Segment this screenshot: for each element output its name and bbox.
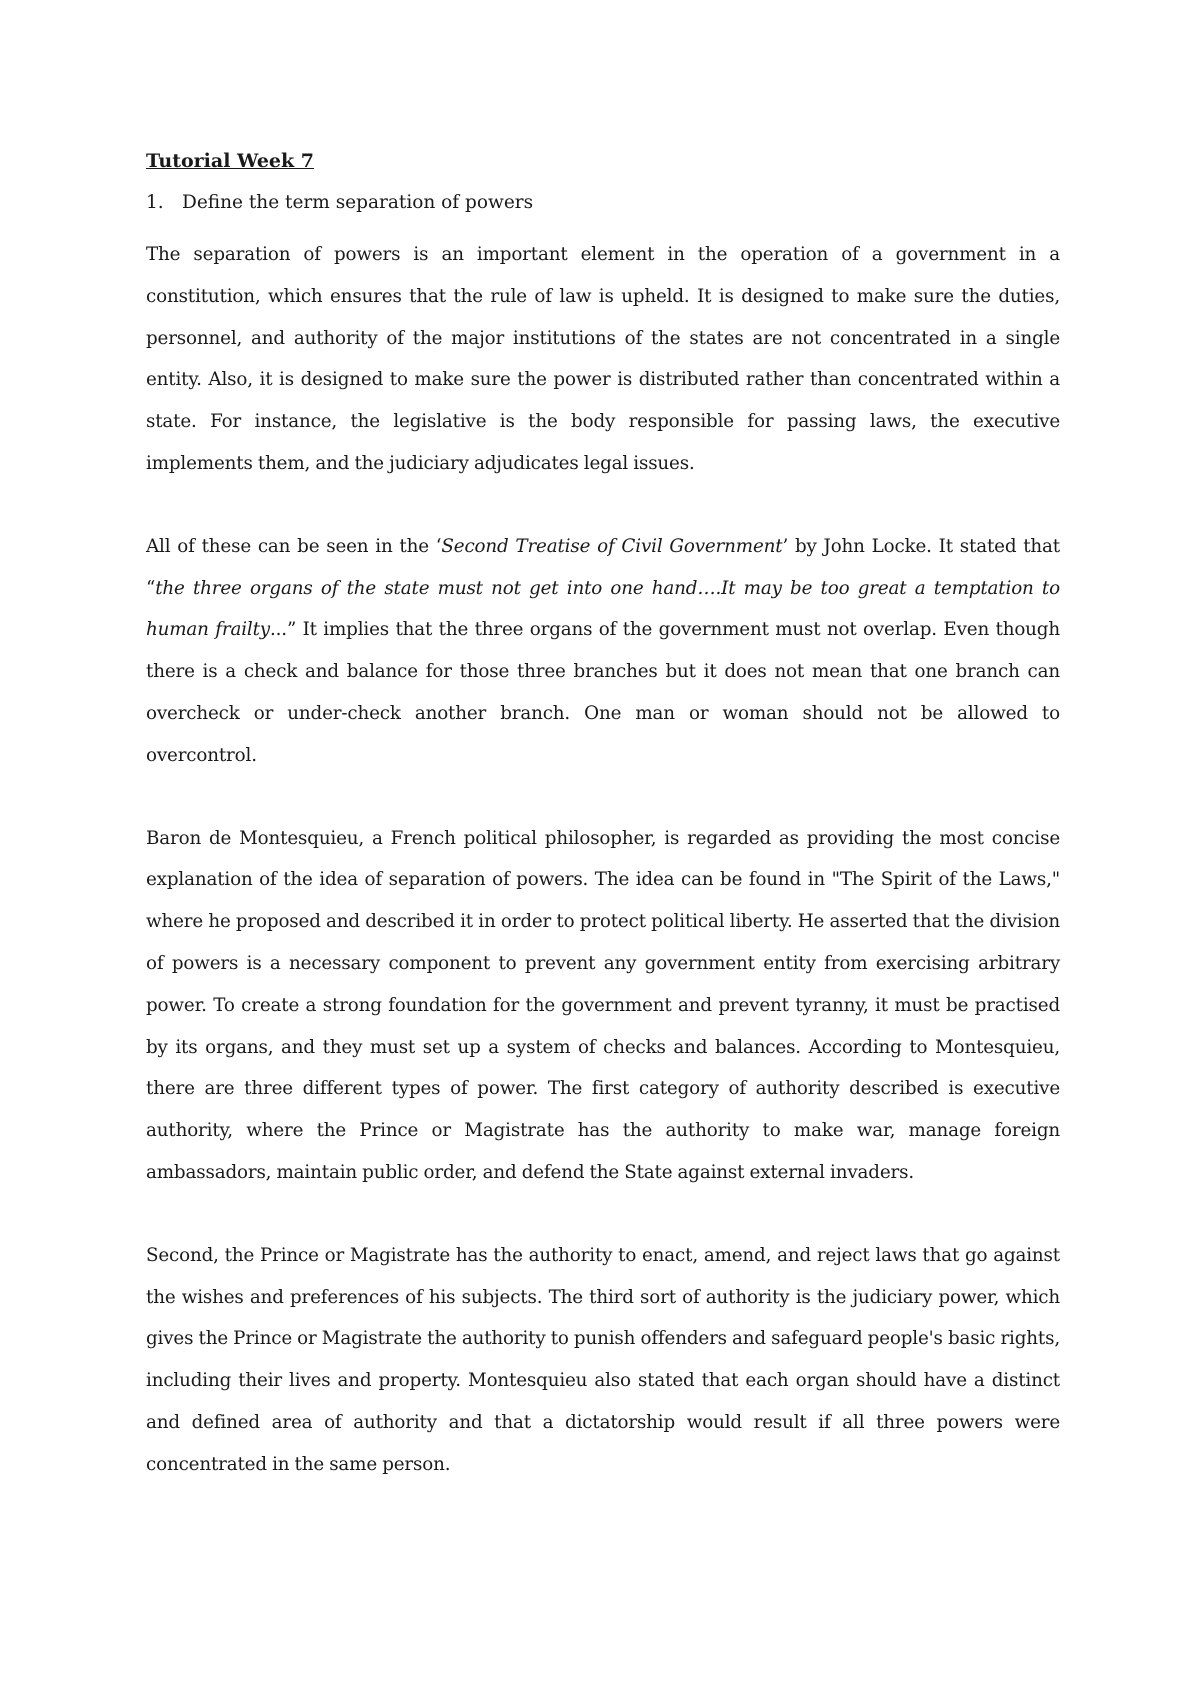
document-title: Tutorial Week 7	[146, 150, 314, 172]
paragraph-spacer	[146, 777, 1060, 818]
paragraph-definition: The separation of powers is an important element in the operation of a government in a constitution, which ensures that the rule of law is upheld. It is designed to make sure the duties, personnel, and authority of the major institutions of the states are not concentrated in a single entity. Also, it is designed to make sure the power is distributed rather than concentrated within a state. For instance, the legislative is the body responsible for passing laws, the executive implements them, and the judiciary adjudicates legal issues.	[146, 244, 1060, 474]
question-number: 1.	[146, 192, 164, 213]
paragraph-spacer	[146, 1194, 1060, 1235]
locke-text-implication: ...” It implies that the three organs of the government must not overlap. Even though there is a check and balance for those three branches but it does not mean that one branch can overcheck or under-check another branch. One man or woman should not be allowed to overcontrol.	[146, 619, 1060, 766]
paragraph-authority-types: Second, the Prince or Magistrate has the authority to enact, amend, and reject laws that go against the wishes and preferences of his subjects. The third sort of authority is the judiciary power, which gives the Prince or Magistrate the authority to punish offenders and safeguard people's basic rights, including their lives and property. Montesquieu also stated that each organ should have a distinct and defined area of authority and that a dictatorship would result if all three powers were concentrated in the same person.	[146, 1244, 1060, 1475]
locke-book-title: Second Treatise of Civil Government	[441, 535, 783, 557]
locke-text-intro: All of these can be seen in the ‘	[146, 535, 442, 557]
paragraph-montesquieu: Baron de Montesquieu, a French political philosopher, is regarded as providing the most concise explanation of the idea of separation of powers. The idea can be found in "The Spirit of the Laws," where he proposed and described it in order to protect political liberty. He asserted that the division of powers is a necessary component to prevent any government entity from exercising arbitrary power. To create a strong foundation for the government and prevent tyranny, it must be practised by its organs, and they must set up a system of checks and balances. According to Montesquieu, there are three different types of power. The first category of authority described is executive authority, where the Prince or Magistrate has the authority to make war, manage foreign ambassadors, maintain public order, and defend the State against external invaders.	[146, 827, 1060, 1183]
paragraph-locke	[146, 526, 1060, 777]
question-text: Define the term separation of powers	[182, 192, 534, 213]
document-body	[146, 140, 1060, 1486]
paragraph-spacer	[146, 485, 1060, 526]
locke-text-stated: ’ by John Locke. It stated that “	[146, 535, 1060, 599]
locke-quote: the three organs of the state must not get into one hand….It may be too great a temptation to human frailty	[146, 577, 1060, 641]
question-item	[146, 182, 1060, 224]
